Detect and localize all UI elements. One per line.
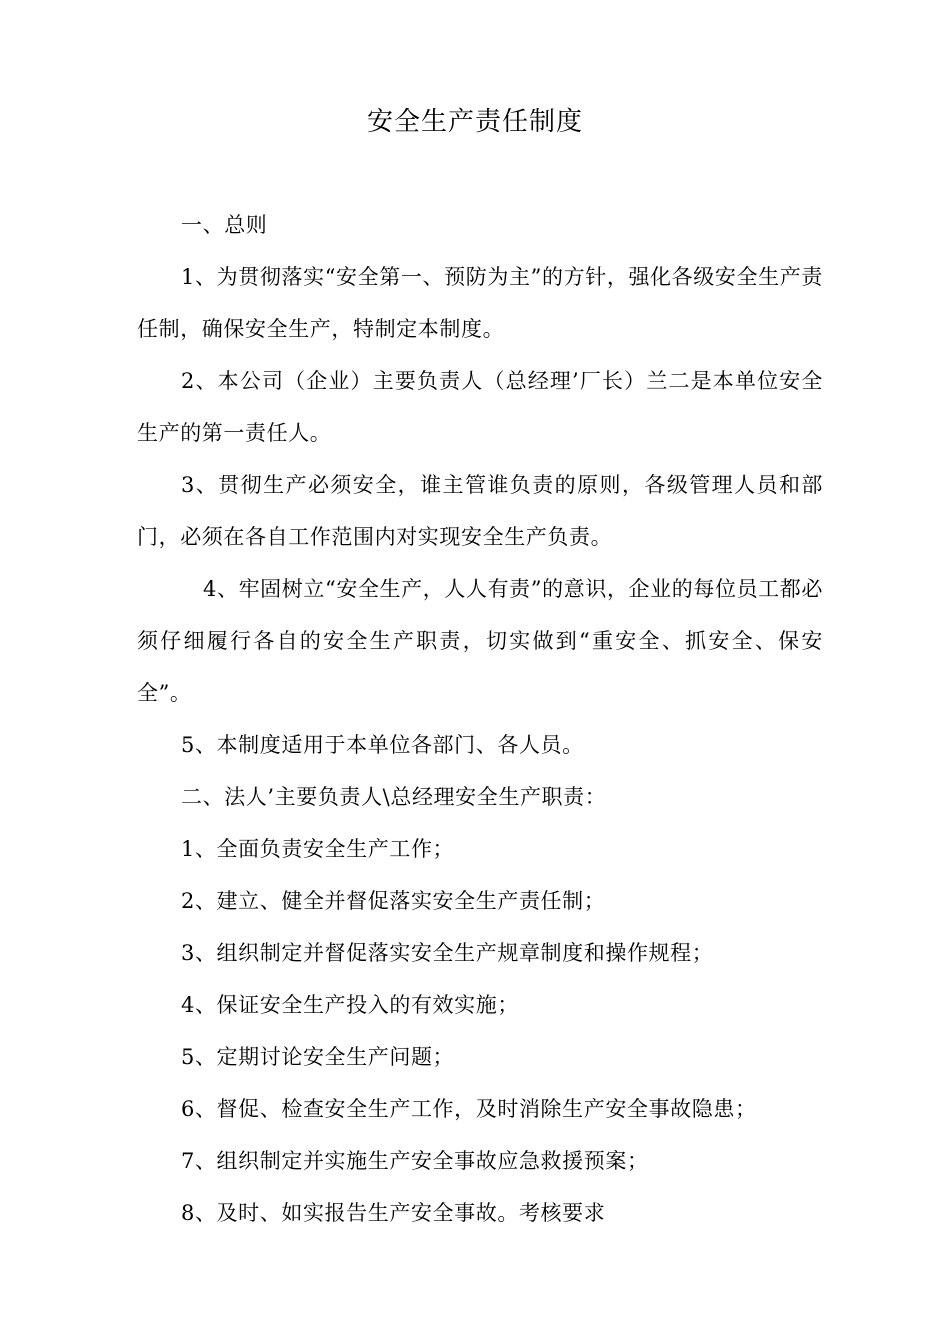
paragraph-3: 3、贯彻生产必须安全，谁主管谁负责的原则，各级管理人员和部门，必须在各自工作范围内对实现安全生产负责。 [137, 473, 823, 549]
paragraph-1: 1、为贯彻落实“安全第一、预防为主”的方针，强化各级安全生产责任制，确保安全生产，特制定本制度。 [137, 265, 823, 341]
paragraph-2: 2、本公司（企业）主要负责人（总经理’厂长）兰二是本单位安全生产的第一责任人。 [137, 369, 823, 445]
paragraph-4: 4、牢固树立“安全生产，人人有责”的意识，企业的每位员工都必须仔细履行各自的安全生产职责，切实做到“重安全、抓安全、保安全”。 [137, 577, 823, 705]
duty-item-6: 6、督促、检查安全生产工作，及时消除生产安全事故隐患； [181, 1097, 757, 1121]
section-heading-general: 一、总则 [181, 213, 268, 237]
section-heading-duties: 二、法人’主要负责人\总经理安全生产职责： [181, 785, 607, 809]
duty-item-4: 4、保证安全生产投入的有效实施； [181, 993, 519, 1017]
duty-item-2: 2、建立、健全并督促落实安全生产责任制； [181, 889, 606, 913]
paragraph-5: 5、本制度适用于本单位各部门、各人员。 [181, 733, 584, 757]
duty-item-8: 8、及时、如实报告生产安全事故。考核要求 [181, 1201, 606, 1225]
duty-item-3: 3、组织制定并督促落实安全生产规章制度和操作规程； [181, 941, 714, 965]
duty-item-7: 7、组织制定并实施生产安全事故应急救援预案； [181, 1149, 649, 1173]
document-title: 安全生产责任制度 [366, 107, 583, 137]
duty-item-1: 1、全面负责安全生产工作； [181, 837, 455, 861]
duty-item-5: 5、定期讨论安全生产问题； [181, 1045, 455, 1069]
